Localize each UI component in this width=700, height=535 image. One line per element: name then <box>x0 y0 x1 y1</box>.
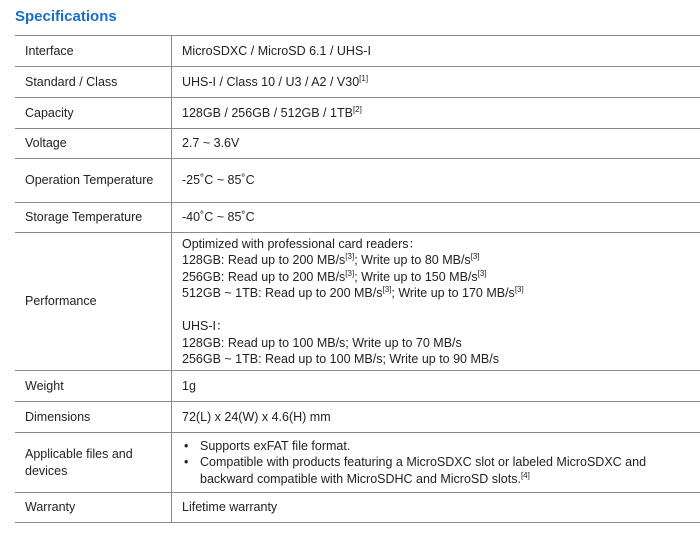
spacer <box>182 302 694 319</box>
row-value-performance <box>172 233 700 371</box>
row-label-operation-temperature: Operation Temperature <box>15 159 172 203</box>
table-row <box>15 402 700 433</box>
performance-write: ; Write up to 150 MB/s <box>354 269 478 284</box>
footnote-ref: [3] <box>345 268 355 278</box>
bullet-list <box>182 438 694 488</box>
performance-line <box>182 269 694 286</box>
specifications-table <box>15 35 700 523</box>
row-label-capacity: Capacity <box>15 98 172 129</box>
row-label-voltage: Voltage <box>15 129 172 159</box>
list-item <box>182 438 694 455</box>
row-label-applicable-files: Applicable files and devices <box>15 433 172 493</box>
table-row <box>15 203 700 233</box>
performance-line <box>182 285 694 302</box>
bullet-icon: • <box>184 455 189 470</box>
table-row <box>15 98 700 129</box>
list-item-text: Supports exFAT file format. <box>200 438 351 453</box>
row-label-interface: Interface <box>15 36 172 67</box>
performance-read: 512GB ~ 1TB: Read up to 200 MB/s <box>182 286 383 300</box>
performance-write: ; Write up to 80 MB/s <box>354 253 471 267</box>
row-value-weight: 1g <box>172 371 700 402</box>
row-label-warranty: Warranty <box>15 493 172 523</box>
footnote-ref: [2] <box>352 104 362 114</box>
row-label-weight: Weight <box>15 371 172 402</box>
row-value-warranty: Lifetime warranty <box>172 493 700 523</box>
table-row <box>15 233 700 371</box>
bullet-icon: • <box>184 438 189 453</box>
table-row <box>15 493 700 523</box>
table-row <box>15 129 700 159</box>
footnote-ref: [3] <box>345 251 355 261</box>
row-value-applicable-files <box>172 433 700 493</box>
uhs-line: 256GB ~ 1TB: Read up to 100 MB/s; Write up to 90 MB/s <box>182 352 499 366</box>
performance-line <box>182 252 694 269</box>
footnote-ref: [3] <box>382 284 392 294</box>
row-value-voltage: 2.7 ~ 3.6V <box>172 129 700 159</box>
row-value-dimensions: 72(L) x 24(W) x 4.6(H) mm <box>172 402 700 433</box>
uhs-line: 128GB: Read up to 100 MB/s; Write up to 70 MB/s <box>182 335 462 350</box>
table-row <box>15 36 700 67</box>
footnote-ref: [3] <box>514 284 524 294</box>
row-value-interface: MicroSDXC / MicroSD 6.1 / UHS-I <box>172 36 700 67</box>
footnote-ref: [1] <box>359 73 369 83</box>
list-item <box>182 454 694 487</box>
row-value-standard-class <box>172 67 700 98</box>
page-title: Specifications <box>15 8 117 25</box>
performance-read: 256GB: Read up to 200 MB/s <box>182 269 346 284</box>
table-row <box>15 67 700 98</box>
table-row <box>15 159 700 203</box>
row-value-storage-temperature: -40˚C ~ 85˚C <box>172 203 700 233</box>
table-row <box>15 371 700 402</box>
performance-read: 128GB: Read up to 200 MB/s <box>182 253 346 267</box>
standard-class-text: UHS-I / Class 10 / U3 / A2 / V30 <box>182 74 360 89</box>
table-row <box>15 433 700 493</box>
row-label-dimensions: Dimensions <box>15 402 172 433</box>
row-value-capacity <box>172 98 700 129</box>
row-label-performance: Performance <box>15 233 172 371</box>
performance-intro: Optimized with professional card readers： <box>182 236 421 251</box>
capacity-text: 128GB / 256GB / 512GB / 1TB <box>182 105 353 120</box>
row-value-operation-temperature: -25˚C ~ 85˚C <box>172 159 700 203</box>
uhs-title: UHS-I： <box>182 319 229 333</box>
row-label-standard-class: Standard / Class <box>15 67 172 98</box>
footnote-ref: [4] <box>520 470 530 480</box>
footnote-ref: [3] <box>470 251 480 261</box>
list-item-text: Compatible with products featuring a MicroSDXC slot or labeled MicroSDXC and backward compatible with MicroSDHC and MicroSD slots. <box>200 455 647 486</box>
performance-write: ; Write up to 170 MB/s <box>391 286 515 300</box>
footnote-ref: [3] <box>477 268 487 278</box>
row-label-storage-temperature: Storage Temperature <box>15 203 172 233</box>
